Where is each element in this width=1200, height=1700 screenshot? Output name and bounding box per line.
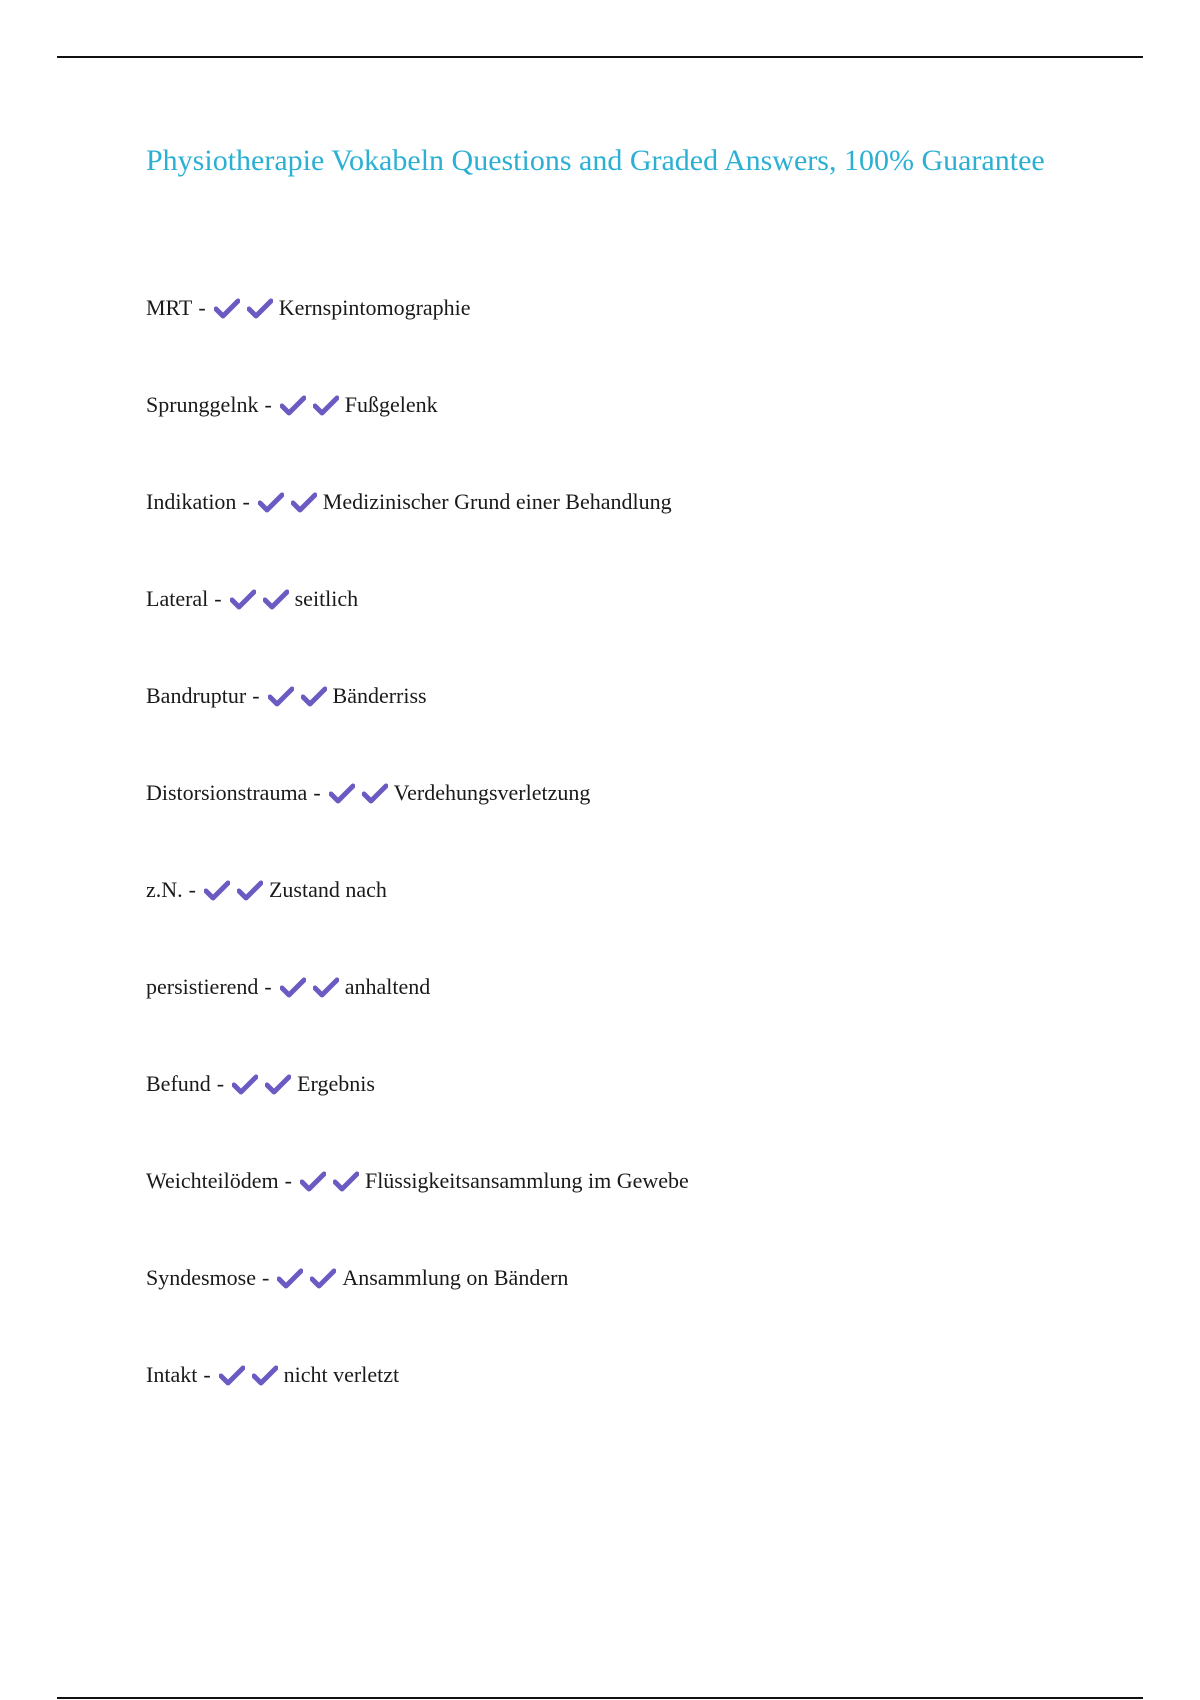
entry-definition: Verdehungsverletzung (393, 780, 591, 805)
checkmark-icon (329, 782, 355, 804)
checkmark-icon (237, 879, 263, 901)
entry-separator: - (284, 1168, 292, 1193)
entry-separator: - (203, 1362, 211, 1387)
vocabulary-list (146, 296, 1046, 1460)
entry-term: Bandruptur (146, 683, 247, 708)
entry-term: z.N. (146, 877, 183, 902)
check-marks (277, 1266, 340, 1290)
entry-separator: - (313, 780, 321, 805)
list-item (146, 1266, 1046, 1363)
checkmark-icon (268, 685, 294, 707)
entry-definition: Ansammlung on Bändern (342, 1265, 569, 1290)
list-item (146, 296, 1046, 393)
checkmark-icon (277, 1267, 303, 1289)
entry-definition: Fußgelenk (344, 392, 438, 417)
list-item (146, 878, 1046, 975)
check-marks (329, 781, 392, 805)
list-item (146, 1072, 1046, 1169)
checkmark-icon (333, 1170, 359, 1192)
checkmark-icon (219, 1364, 245, 1386)
checkmark-icon (252, 1364, 278, 1386)
entry-term: MRT (146, 295, 193, 320)
entry-separator: - (242, 489, 250, 514)
entry-separator: - (264, 974, 272, 999)
checkmark-icon (214, 297, 240, 319)
check-marks (214, 296, 277, 320)
entry-term: Syndesmose (146, 1265, 256, 1290)
entry-term: Weichteilödem (146, 1168, 279, 1193)
entry-term: Befund (146, 1071, 211, 1096)
checkmark-icon (310, 1267, 336, 1289)
check-marks (230, 587, 293, 611)
checkmark-icon (362, 782, 388, 804)
entry-separator: - (252, 683, 260, 708)
entry-definition: Bänderriss (332, 683, 427, 708)
checkmark-icon (280, 976, 306, 998)
checkmark-icon (232, 1073, 258, 1095)
entry-definition: Flüssigkeitsansammlung im Gewebe (364, 1168, 689, 1193)
checkmark-icon (313, 394, 339, 416)
list-item (146, 684, 1046, 781)
list-item (146, 1363, 1046, 1460)
checkmark-icon (300, 1170, 326, 1192)
checkmark-icon (301, 685, 327, 707)
entry-term: Distorsionstrauma (146, 780, 308, 805)
entry-term: Indikation (146, 489, 237, 514)
document-body (146, 140, 1046, 1387)
entry-term: persistierend (146, 974, 259, 999)
list-item (146, 587, 1046, 684)
list-item (146, 975, 1046, 1072)
entry-separator: - (262, 1265, 270, 1290)
entry-term: Intakt (146, 1362, 198, 1387)
checkmark-icon (258, 491, 284, 513)
checkmark-icon (280, 394, 306, 416)
entry-term: Lateral (146, 586, 209, 611)
entry-definition: Medizinischer Grund einer Behandlung (322, 489, 672, 514)
checkmark-icon (230, 588, 256, 610)
entry-separator: - (214, 586, 222, 611)
list-item (146, 490, 1046, 587)
checkmark-icon (265, 1073, 291, 1095)
checkmark-icon (247, 297, 273, 319)
entry-definition: Kernspintomographie (278, 295, 471, 320)
check-marks (258, 490, 321, 514)
entry-definition: seitlich (294, 586, 359, 611)
check-marks (300, 1169, 363, 1193)
entry-separator: - (198, 295, 206, 320)
list-item (146, 781, 1046, 878)
footer-rule (57, 1697, 1143, 1699)
check-marks (280, 393, 343, 417)
entry-separator: - (264, 392, 272, 417)
checkmark-icon (313, 976, 339, 998)
checkmark-icon (263, 588, 289, 610)
check-marks (268, 684, 331, 708)
entry-separator: - (216, 1071, 225, 1096)
checkmark-icon (291, 491, 317, 513)
check-marks (232, 1072, 295, 1096)
page-title: Physiotherapie Vokabeln Questions and Graded Answers, 100% Guarantee (146, 144, 1045, 177)
list-item (146, 1169, 1046, 1266)
entry-definition: Ergebnis (297, 1071, 375, 1096)
entry-definition: nicht verletzt (283, 1362, 400, 1387)
header-rule (57, 56, 1143, 58)
check-marks (204, 878, 267, 902)
entry-definition: anhaltend (344, 974, 431, 999)
check-marks (280, 975, 343, 999)
checkmark-icon (204, 879, 230, 901)
entry-term: Sprunggelnk (146, 392, 259, 417)
entry-definition: Zustand nach (268, 877, 387, 902)
check-marks (219, 1363, 282, 1387)
list-item (146, 393, 1046, 490)
entry-separator: - (188, 877, 196, 902)
